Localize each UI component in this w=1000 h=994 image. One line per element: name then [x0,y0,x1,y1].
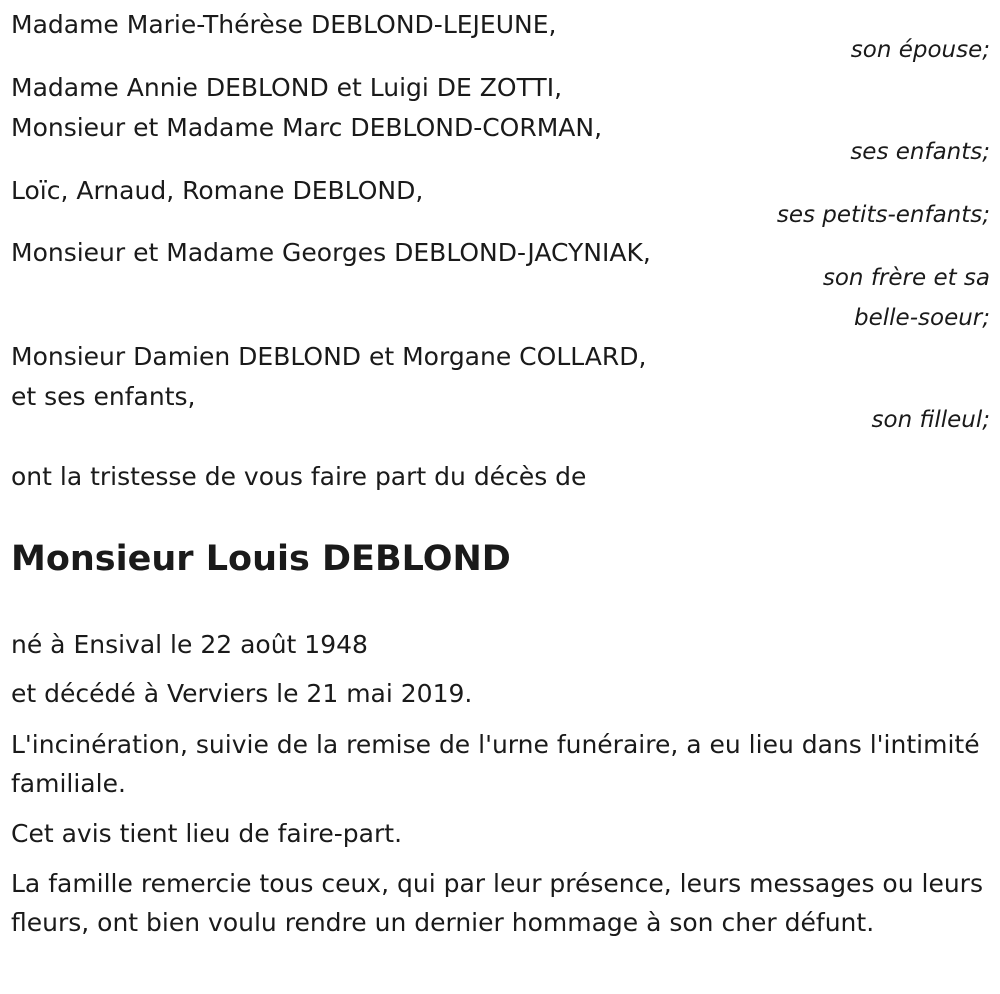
family-line: Loïc, Arnaud, Romane DEBLOND, [11,176,424,205]
family-line: Monsieur et Madame Marc DEBLOND-CORMAN, [11,113,603,142]
birth-line: né à Ensival le 22 août 1948 [11,630,368,659]
deceased-name: Monsieur Louis DEBLOND [11,539,511,579]
relation-label: ses enfants; [850,139,990,165]
relation-label: son frère et sa [822,265,990,291]
family-line: Madame Annie DEBLOND et Luigi DE ZOTTI, [11,73,563,102]
cremation-paragraph: L'incinération, suivie de la remise de l'urne funéraire, a eu lieu dans l'intimité familiale. [11,730,980,798]
family-line: Madame Marie-Thérèse DEBLOND-LEJEUNE, [11,10,557,39]
relation-label: son filleul; [871,407,990,433]
relation-label: son épouse; [850,37,990,63]
death-line: et décédé à Verviers le 21 mai 2019. [11,679,473,708]
family-line: Monsieur Damien DEBLOND et Morgane COLLARD, [11,342,647,371]
thanks-paragraph: La famille remercie tous ceux, qui par leur présence, leurs messages ou leurs fleurs, ont bien voulu rendre un dernier hommage à son cher défunt. [11,869,983,937]
notice-paragraph: Cet avis tient lieu de faire-part. [11,819,403,848]
family-line: Monsieur et Madame Georges DEBLOND-JACYNIAK, [11,238,651,267]
relation-label: ses petits-enfants; [776,202,990,228]
announcement-text: ont la tristesse de vous faire part du décès de [11,462,587,491]
family-line: et ses enfants, [11,382,196,411]
relation-label: belle-soeur; [854,305,990,331]
